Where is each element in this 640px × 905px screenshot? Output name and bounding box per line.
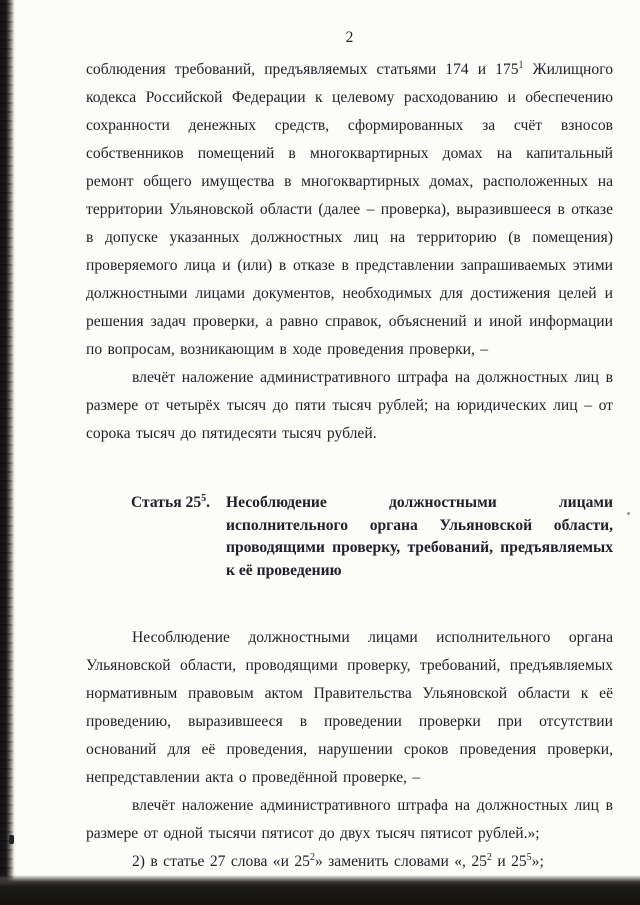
paragraph-sanction-1: влечёт наложение административного штрафа на должностных лиц в размере от четырёх тысяч до пяти тысяч рублей; на юридических лиц – от сорока тысяч до пятидесяти тысяч рублей. — [86, 369, 613, 442]
article-heading-title: Несоблюдение должностными лицами исполнительного органа Ульяновской области, проводящими проверку, требований, предъявляемых к её проведению — [226, 494, 613, 579]
article-heading-label: Статья $25^5$. — [131, 492, 211, 511]
paragraph-continuation: соблюдения требований, предъявляемых статьями 174 и $175^1$ Жилищного кодекса Российской Федерации к целевому расходованию и обеспечению сохранности денежных средств, сформированных за счёт взносов собственников помещений в многоквартирных домах на капитальный ремонт общего имущества в многоквартирных домах, расположенных на территории Ульяновской области (далее – проверка), выразившееся в отказе в допуске указанных должностных лиц на территорию (в помещения) проверяемого лица и (или) в отказе в представлении запрашиваемых этими должностными лицами документов, необходимых для достижения целей и решения задач проверки, а равно справок, объяснений и иной информации по вопросам, возникающим в ходе проведения проверки, – — [86, 59, 614, 358]
scan-speck — [9, 835, 14, 844]
article-heading — [131, 492, 613, 582]
paragraph-sanction-2: влечёт наложение административного штрафа на должностных лиц в размере от одной тысячи пятисот до двух тысяч пятисот рублей.»; — [86, 797, 613, 842]
scan-edge-bottom — [0, 875, 640, 905]
paragraph-amendment: 2) в статье 27 слова «и $25^2$» заменить словами «, $25^2$ и $25^5$»; — [132, 851, 544, 870]
page-number: 2 — [345, 29, 354, 46]
text-column — [86, 26, 613, 876]
paragraph-offense: Несоблюдение должностными лицами исполнительного органа Ульяновской области, проводящими проверку, требований, предъявляемых нормативным правовым актом Правительства Ульяновской области к её проведению, выразившееся в проведении проверки при отсутствии оснований для её проведения, нарушении сроков проведения проверки, непредставлении акта о проведённой проверке, – — [86, 629, 613, 786]
scan-edge-left — [0, 0, 16, 905]
scan-speck — [627, 512, 630, 515]
